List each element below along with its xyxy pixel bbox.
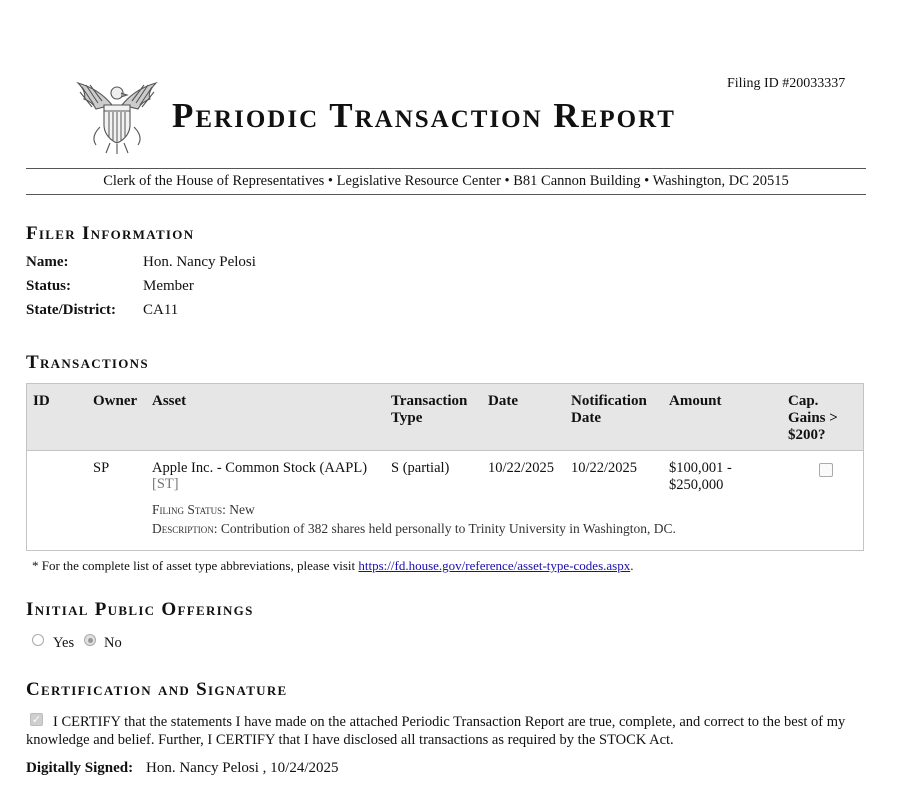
row-date: 10/22/2025 [488, 460, 555, 476]
ipo-heading: Initial Public Offerings [26, 599, 254, 620]
status-value: Member [143, 278, 194, 294]
ipo-no-label: No [104, 635, 122, 651]
ipo-yes-radio[interactable] [32, 634, 44, 646]
col-owner: Owner [93, 393, 138, 409]
description-label: Description: [152, 521, 218, 536]
col-notification-date: Notification Date [571, 393, 647, 426]
digitally-signed-value: Hon. Nancy Pelosi , 10/24/2025 [146, 760, 339, 776]
col-asset: Asset [152, 393, 187, 409]
filing-status-label: Filing Status: [152, 502, 226, 517]
row-notification-date: 10/22/2025 [571, 460, 638, 476]
cap-gains-checkbox[interactable] [819, 463, 833, 477]
header-rule-bottom [26, 194, 866, 195]
status-label: Status: [26, 278, 72, 294]
digitally-signed-label: Digitally Signed: [26, 760, 134, 776]
description [152, 521, 676, 537]
col-id: ID [33, 393, 50, 409]
district-label: State/District: [26, 302, 116, 318]
page-title: Periodic Transaction Report [172, 96, 676, 135]
ipo-yes-label: Yes [53, 635, 75, 651]
certification-heading: Certification and Signature [26, 679, 288, 700]
row-asset: Apple Inc. - Common Stock (AAPL) [152, 460, 368, 476]
col-cap-gains: Cap. Gains > $200? [788, 393, 838, 443]
eagle-seal-icon [74, 75, 160, 155]
district-value: CA11 [143, 302, 179, 318]
name-label: Name: [26, 254, 69, 270]
asset-type-codes-link[interactable]: https://fd.house.gov/reference/asset-type-codes.aspx [358, 558, 631, 573]
col-date: Date [488, 393, 518, 409]
col-amount: Amount [669, 393, 722, 409]
clerk-address-line: Clerk of the House of Representatives • Legislative Resource Center • B81 Cannon Building • Washington, DC 20515 [103, 173, 789, 189]
ipo-no-radio[interactable] [84, 634, 96, 646]
filing-status [152, 502, 255, 518]
row-owner: SP [93, 460, 110, 476]
row-asset-type: [ST] [152, 476, 179, 492]
transactions-heading: Transactions [26, 352, 149, 373]
filer-information-heading: Filer Information [26, 223, 195, 244]
asset-type-footnote: * For the complete list of asset type abbreviations, please visit https://fd.house.gov/reference/asset-type-codes.aspx. [32, 558, 634, 573]
col-transaction-type: Transaction Type [391, 393, 468, 426]
row-transaction-type: S (partial) [391, 460, 450, 476]
table-header-row [27, 384, 863, 451]
certify-checkbox[interactable]: ✓ [31, 713, 42, 726]
row-amount: $100,001 - $250,000 [669, 460, 732, 493]
description-value: Contribution of 382 shares held personally to Trinity University in Washington, DC. [220, 521, 676, 536]
certification-text: I CERTIFY that the statements I have made on the attached Periodic Transaction Report are true, complete, and correct to the best of my knowledge and belief. Further, I CERTIFY that I have disclosed all transactions as required by the STOCK Act. [26, 714, 846, 748]
filing-id: Filing ID #20033337 [727, 76, 846, 91]
name-value: Hon. Nancy Pelosi [143, 254, 256, 270]
header-rule-top [26, 168, 866, 169]
transactions-table [26, 383, 864, 551]
filing-status-value: New [229, 502, 255, 517]
